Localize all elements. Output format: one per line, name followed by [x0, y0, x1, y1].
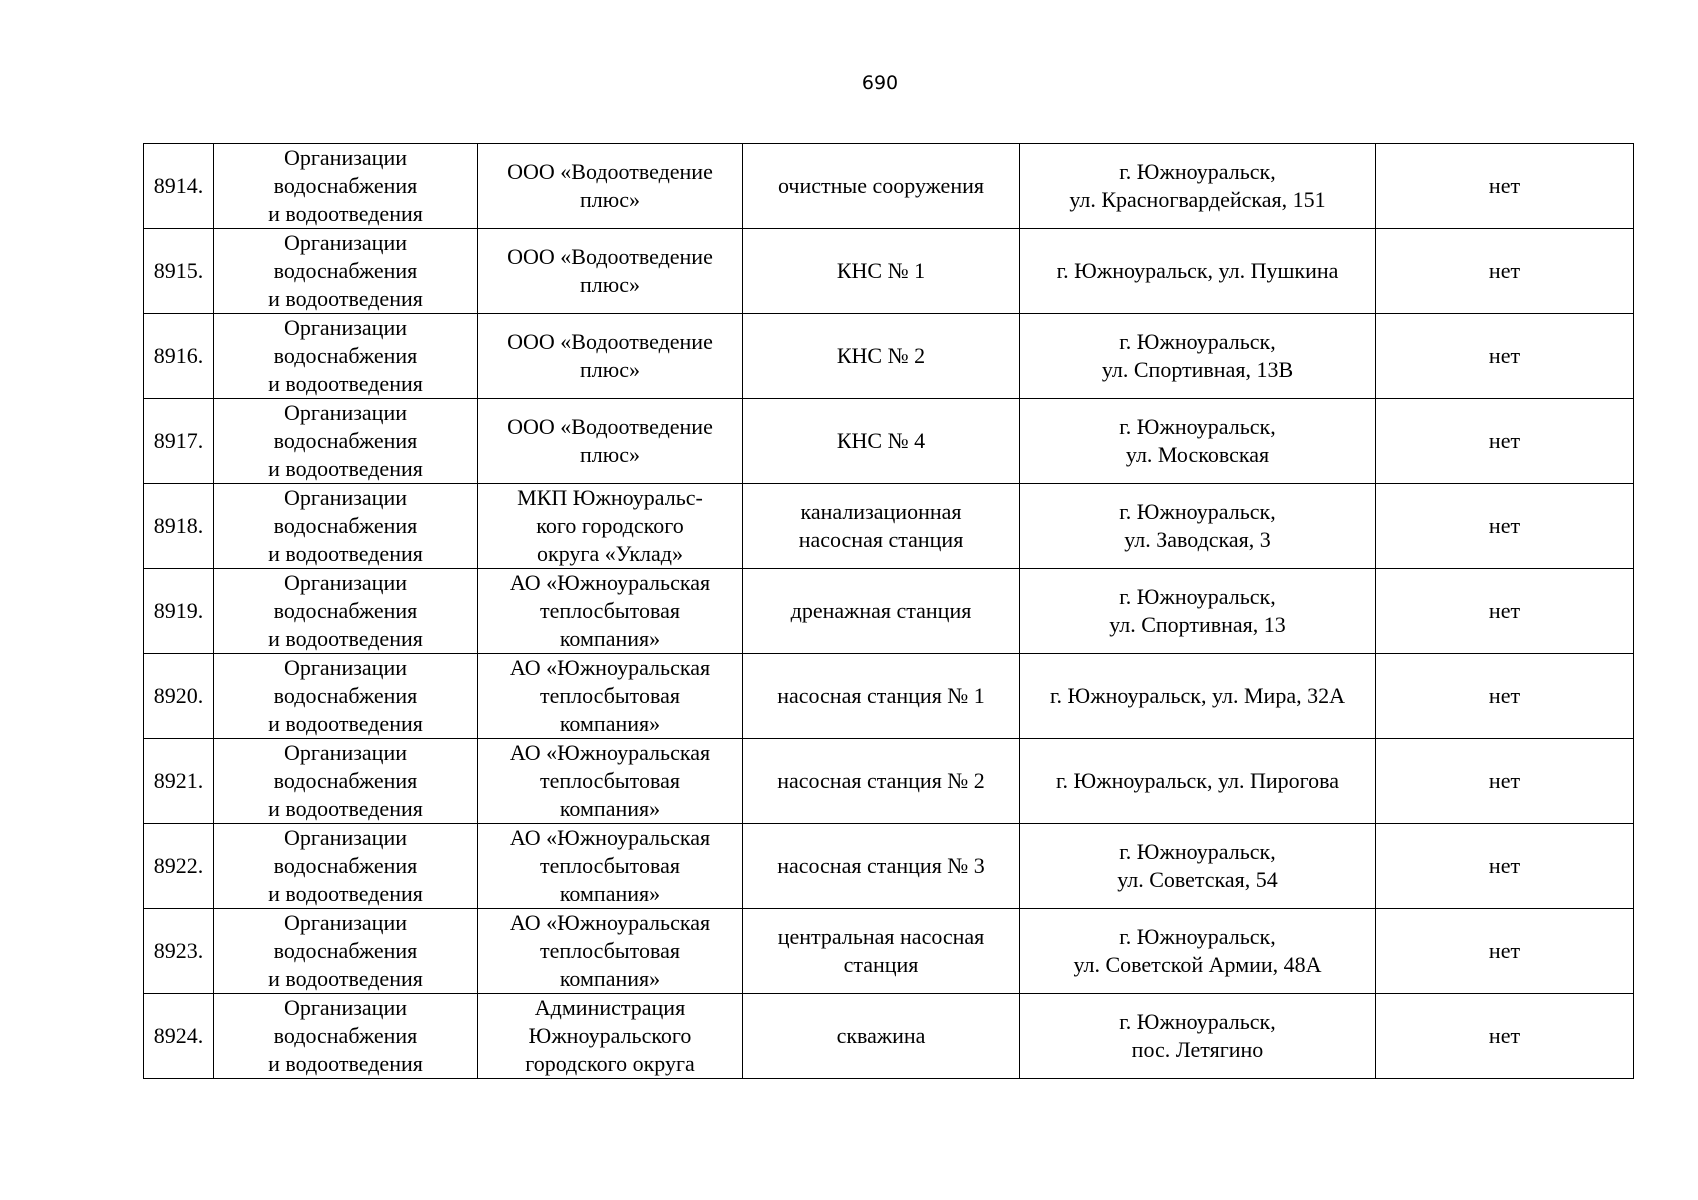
- registry-table: [143, 143, 1634, 1079]
- status-value: нет: [1376, 654, 1634, 739]
- organization-type: Организации водоснабжения и водоотведения: [214, 484, 478, 569]
- facility-address: г. Южноуральск, ул. Мира, 32А: [1020, 654, 1376, 739]
- facility-name: КНС № 4: [743, 399, 1020, 484]
- facility-name: скважина: [743, 994, 1020, 1079]
- facility-address: г. Южноуральск, ул. Московская: [1020, 399, 1376, 484]
- facility-name: КНС № 2: [743, 314, 1020, 399]
- organization-name: ООО «Водоотведение плюс»: [478, 399, 743, 484]
- organization-type: Организации водоснабжения и водоотведения: [214, 144, 478, 229]
- facility-address: г. Южноуральск, ул. Красногвардейская, 151: [1020, 144, 1376, 229]
- row-number: 8918.: [144, 484, 214, 569]
- organization-type: Организации водоснабжения и водоотведения: [214, 314, 478, 399]
- row-number: 8921.: [144, 739, 214, 824]
- row-number: 8915.: [144, 229, 214, 314]
- table-row: [144, 484, 1634, 569]
- table-row: [144, 824, 1634, 909]
- facility-name: очистные сооружения: [743, 144, 1020, 229]
- status-value: нет: [1376, 909, 1634, 994]
- organization-type: Организации водоснабжения и водоотведения: [214, 824, 478, 909]
- row-number: 8919.: [144, 569, 214, 654]
- row-number: 8916.: [144, 314, 214, 399]
- row-number: 8924.: [144, 994, 214, 1079]
- status-value: нет: [1376, 739, 1634, 824]
- table-row: [144, 569, 1634, 654]
- organization-name: МКП Южноуральс- кого городского округа «Уклад»: [478, 484, 743, 569]
- facility-address: г. Южноуральск, ул. Спортивная, 13: [1020, 569, 1376, 654]
- facility-address: г. Южноуральск, ул. Советская, 54: [1020, 824, 1376, 909]
- organization-name: АО «Южноуральская теплосбытовая компания»: [478, 739, 743, 824]
- table-row: [144, 314, 1634, 399]
- status-value: нет: [1376, 229, 1634, 314]
- status-value: нет: [1376, 569, 1634, 654]
- facility-address: г. Южноуральск, ул. Советской Армии, 48А: [1020, 909, 1376, 994]
- organization-name: ООО «Водоотведение плюс»: [478, 144, 743, 229]
- facility-name: КНС № 1: [743, 229, 1020, 314]
- facility-name: дренажная станция: [743, 569, 1020, 654]
- row-number: 8914.: [144, 144, 214, 229]
- facility-name: насосная станция № 2: [743, 739, 1020, 824]
- organization-name: АО «Южноуральская теплосбытовая компания»: [478, 654, 743, 739]
- facility-name: центральная насосная станция: [743, 909, 1020, 994]
- table-row: [144, 739, 1634, 824]
- facility-name: канализационная насосная станция: [743, 484, 1020, 569]
- facility-address: г. Южноуральск, ул. Заводская, 3: [1020, 484, 1376, 569]
- table-row: [144, 994, 1634, 1079]
- table-row: [144, 144, 1634, 229]
- row-number: 8923.: [144, 909, 214, 994]
- status-value: нет: [1376, 484, 1634, 569]
- status-value: нет: [1376, 144, 1634, 229]
- facility-address: г. Южноуральск, ул. Пирогова: [1020, 739, 1376, 824]
- row-number: 8922.: [144, 824, 214, 909]
- facility-address: г. Южноуральск, пос. Летягино: [1020, 994, 1376, 1079]
- organization-type: Организации водоснабжения и водоотведения: [214, 654, 478, 739]
- row-number: 8917.: [144, 399, 214, 484]
- organization-name: АО «Южноуральская теплосбытовая компания»: [478, 909, 743, 994]
- status-value: нет: [1376, 994, 1634, 1079]
- row-number: 8920.: [144, 654, 214, 739]
- facility-address: г. Южноуральск, ул. Пушкина: [1020, 229, 1376, 314]
- table-row: [144, 909, 1634, 994]
- table-row: [144, 654, 1634, 739]
- organization-name: ООО «Водоотведение плюс»: [478, 314, 743, 399]
- status-value: нет: [1376, 824, 1634, 909]
- facility-name: насосная станция № 1: [743, 654, 1020, 739]
- facility-name: насосная станция № 3: [743, 824, 1020, 909]
- organization-name: АО «Южноуральская теплосбытовая компания»: [478, 824, 743, 909]
- organization-type: Организации водоснабжения и водоотведения: [214, 569, 478, 654]
- organization-name: ООО «Водоотведение плюс»: [478, 229, 743, 314]
- status-value: нет: [1376, 399, 1634, 484]
- page-number: 690: [861, 72, 899, 94]
- table-row: [144, 399, 1634, 484]
- organization-type: Организации водоснабжения и водоотведения: [214, 994, 478, 1079]
- organization-name: АО «Южноуральская теплосбытовая компания»: [478, 569, 743, 654]
- organization-type: Организации водоснабжения и водоотведения: [214, 739, 478, 824]
- status-value: нет: [1376, 314, 1634, 399]
- organization-type: Организации водоснабжения и водоотведения: [214, 229, 478, 314]
- organization-type: Организации водоснабжения и водоотведения: [214, 399, 478, 484]
- organization-type: Организации водоснабжения и водоотведения: [214, 909, 478, 994]
- organization-name: Администрация Южноуральского городского округа: [478, 994, 743, 1079]
- facility-address: г. Южноуральск, ул. Спортивная, 13В: [1020, 314, 1376, 399]
- table-row: [144, 229, 1634, 314]
